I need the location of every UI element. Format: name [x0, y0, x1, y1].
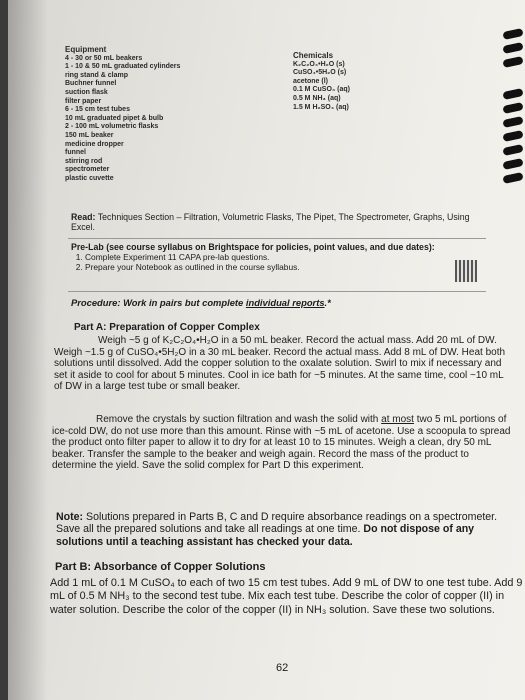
equipment-item: Buchner funnel [65, 80, 117, 88]
part-a-paragraph-1: Weigh ~5 g of K₂C₂O₄•H₂O in a 50 mL beaker. Record the actual mass. Add 20 mL of DW. Weigh ~1.5 g of CuSO₄•5H₂O in a 30 mL beaker. Record the actual mass. Add 8 mL of DW. Heat both solutions until dissolved. Add the copper solution to the oxalate solution. Swirl to mix if necessary and set it aside to cool for about 5 minutes. Cool in ice bath for ~5 minutes. At the same time, cool ~10 mL of DW in a large test tube or small beaker. [54, 335, 506, 393]
equipment-item: 4 - 30 or 50 mL beakers [65, 54, 143, 62]
chemical-item: 0.5 M NH₃ (aq) [293, 94, 341, 102]
note-section [56, 511, 524, 548]
binding-coil [502, 102, 523, 114]
chemical-item: 0.1 M CuSO₄ (aq) [293, 86, 351, 94]
procedure-suffix: .* [324, 297, 331, 308]
chemicals-list [293, 52, 350, 112]
note-text: Solutions prepared in Parts B, C and D require absorbance readings on a spectrometer. Save all the prepared solutions and take all readings at one time. [56, 511, 498, 536]
chemical-item: acetone (l) [293, 77, 329, 85]
chemical-item: 1.5 M H₂SO₄ (aq) [293, 103, 349, 111]
qr-code [455, 260, 477, 282]
equipment-item: funnel [65, 149, 86, 157]
part-a-paragraph-2 [52, 414, 514, 472]
part-b-heading: Part B: Absorbance of Copper Solutions [55, 561, 266, 573]
binding-coil [502, 172, 523, 184]
prelab-title: Pre-Lab (see course syllabus on Brightspace for policies, point values, and due dates): [71, 242, 435, 252]
equipment-item: stirring rod [65, 157, 103, 165]
prelab-item: 2. Prepare your Notebook as outlined in the course syllabus. [85, 263, 481, 273]
equipment-item: 2 - 100 mL volumetric flasks [65, 123, 159, 131]
equipment-list [65, 46, 180, 184]
read-section [71, 212, 481, 232]
binding-coil [502, 116, 523, 128]
chemical-item: CuSO₄•5H₂O (s) [293, 69, 347, 77]
document-page [8, 0, 525, 700]
part-b-paragraph: Add 1 mL of 0.1 M CuSO₄ to each of two 15 cm test tubes. Add 9 mL of DW to one test tube. Add 9 mL of 0.5 M NH₃ to the second test tube. Mix each test tube. Describe the color of copper (II) in water solution. Describe the color of the copper (II) in NH₃ solution. Save these two solutions. [50, 577, 523, 616]
binding-coil [502, 56, 523, 68]
note-bold: Do not dispose of any solutions until a teaching assistant has checked your data. [56, 523, 475, 548]
equipment-item: 6 - 15 cm test tubes [65, 106, 130, 114]
chemicals-title: Chemicals [293, 51, 334, 60]
equipment-item: spectrometer [65, 166, 110, 174]
equipment-item: plastic cuvette [65, 174, 114, 182]
read-label: Read: [71, 212, 96, 222]
page-shadow [8, 0, 48, 700]
prelab-list [71, 253, 481, 272]
binding-coil [502, 88, 523, 100]
part-a-p2-end: two 5 mL portions of ice-cold DW, do not use more than this amount. Rinse with ~5 mL of acetone. Use a scoopula to spread the product onto filter paper to allow it to dry for at least 10 to 15 minutes. Weigh a clean, dry 50 mL beaker. Transfer the sample to the beaker and weigh again. Record the mass of the product to determine the yield. Save the solid complex for Part D this experiment. [52, 414, 511, 472]
equipment-item: 10 mL graduated pipet & bulb [65, 114, 164, 122]
page-number: 62 [276, 662, 289, 674]
equipment-item: ring stand & clamp [65, 71, 129, 79]
chemical-item: K₂C₂O₄•H₂O (s) [293, 60, 345, 68]
equipment-item: filter paper [65, 97, 102, 105]
binding-coil [502, 130, 523, 142]
procedure-heading [71, 297, 331, 308]
part-a-p2-start: Remove the crystals by suction filtration and wash the solid with [96, 414, 382, 425]
equipment-item: suction flask [65, 88, 108, 96]
divider [68, 291, 486, 292]
binding-coil [502, 158, 523, 170]
spiral-binding [501, 30, 523, 650]
procedure-underlined: individual reports [245, 297, 325, 308]
part-a-p2-underlined: at most [381, 414, 414, 425]
equipment-item: medicine dropper [65, 140, 124, 148]
binding-coil [502, 144, 523, 156]
part-a-heading: Part A: Preparation of Copper Complex [74, 322, 260, 333]
prelab-section [71, 242, 481, 272]
equipment-item: 1 - 10 & 50 mL graduated cylinders [65, 63, 181, 71]
equipment-title: Equipment [65, 45, 107, 54]
equipment-item: 150 mL beaker [65, 131, 114, 139]
divider [68, 238, 486, 239]
binding-coil [502, 42, 523, 54]
procedure-prefix: Procedure: Work in pairs but complete [71, 297, 246, 308]
binding-coil [502, 28, 523, 40]
read-text: Techniques Section – Filtration, Volumetric Flasks, The Pipet, The Spectrometer, Graphs, Using Excel. [71, 212, 470, 232]
note-label: Note: [56, 511, 84, 523]
prelab-item: 1. Complete Experiment 11 CAPA pre-lab questions. [85, 253, 481, 263]
